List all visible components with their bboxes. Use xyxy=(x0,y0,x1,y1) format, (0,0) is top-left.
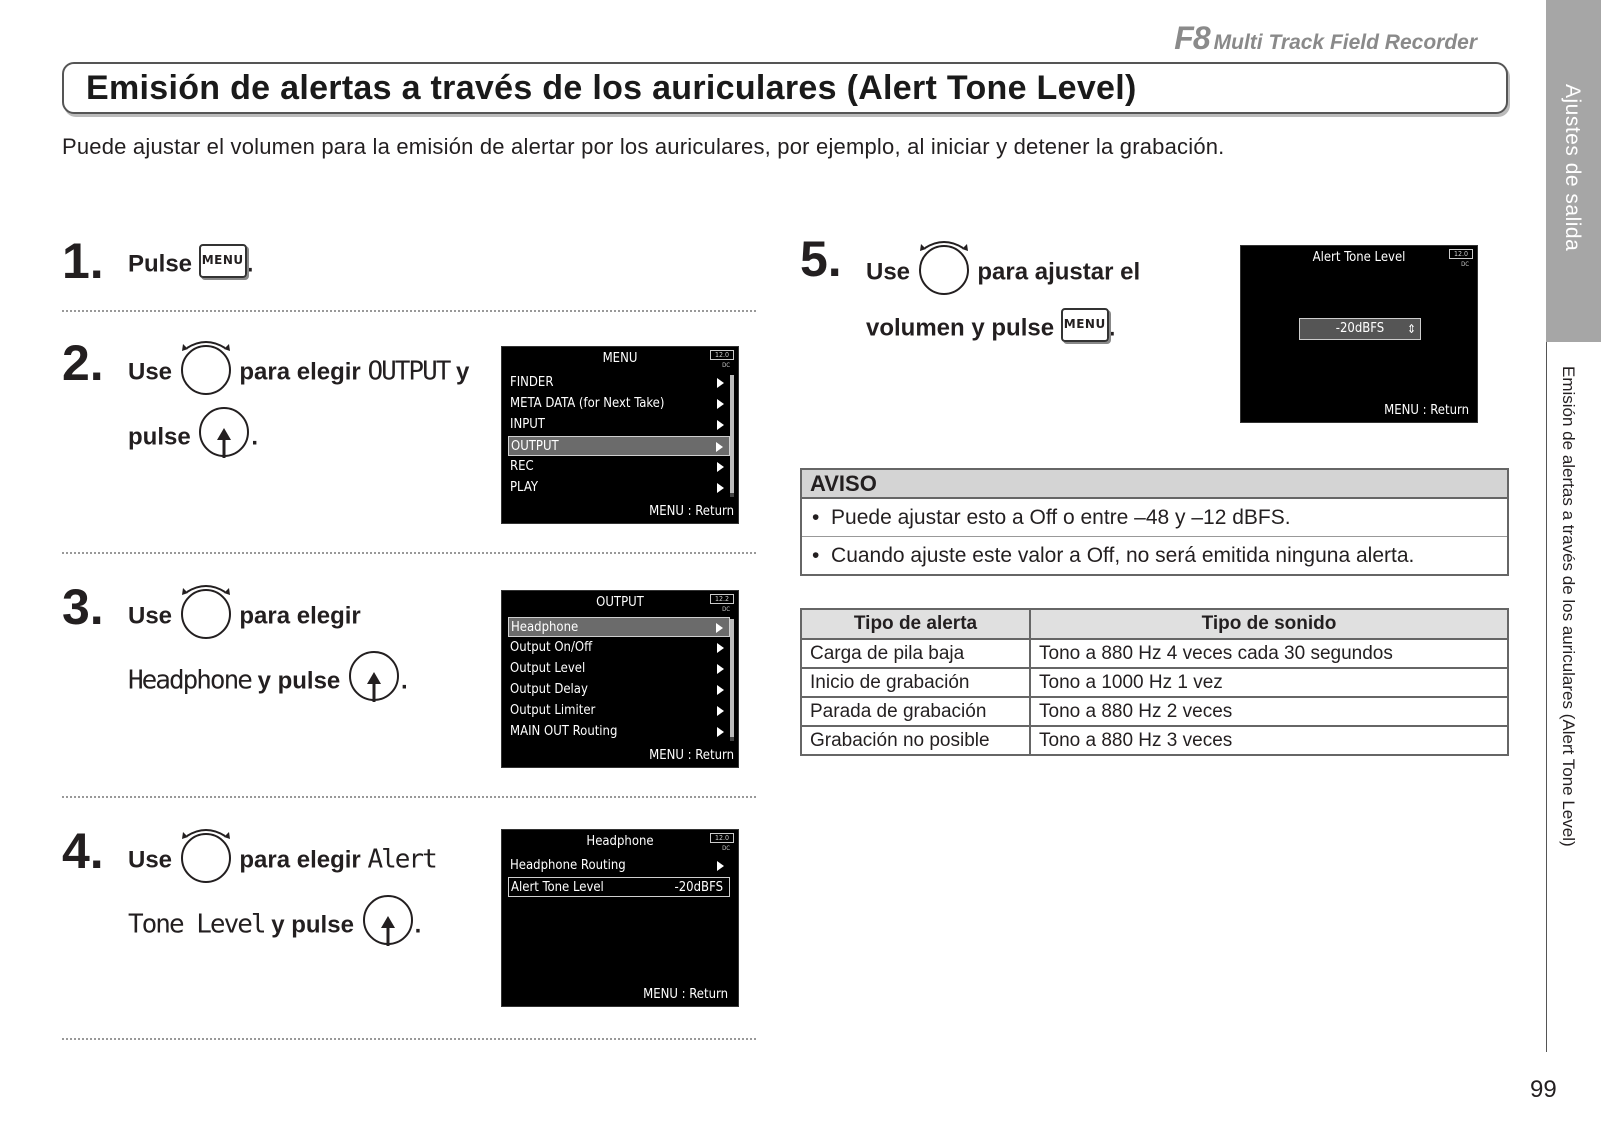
menu-item-label: OUTPUT xyxy=(511,439,559,454)
battery-icon: 12.0 xyxy=(710,350,734,360)
headphone-item-label: Alert Tone Level xyxy=(511,880,604,895)
step-4-target-part-1: Alert xyxy=(367,844,436,875)
table-cell: Parada de grabación xyxy=(801,697,1030,726)
headphone-screen xyxy=(501,829,739,1007)
output-item-routing[interactable] xyxy=(508,722,730,742)
chevron-right-icon xyxy=(716,442,723,452)
step-4-line-2 xyxy=(128,896,421,956)
step-3-target: Headphone xyxy=(128,665,251,696)
alert-screen-title: Alert Tone Level xyxy=(1312,250,1406,265)
output-item-label: MAIN OUT Routing xyxy=(510,724,618,739)
output-screen xyxy=(501,590,739,768)
intro-text: Puede ajustar el volumen para la emisión de alertar por los auriculares, por ejemplo, al iniciar y detener la grabación. xyxy=(62,134,1225,159)
step-4-number: 4. xyxy=(62,823,104,879)
chevron-right-icon xyxy=(717,483,724,493)
step-2-line-1 xyxy=(128,342,469,404)
dial-press-icon xyxy=(197,402,251,462)
section-tab-label: Ajustes de salida xyxy=(1561,84,1584,252)
chevron-right-icon xyxy=(717,378,724,388)
battery-icon: 12.0 xyxy=(1449,249,1473,259)
table-cell: Tono a 1000 Hz 1 vez xyxy=(1030,668,1508,697)
battery-icon: 12.0 xyxy=(710,833,734,843)
scrollbar-thumb[interactable] xyxy=(730,619,734,737)
table-cell: Inicio de grabación xyxy=(801,668,1030,697)
chevron-right-icon xyxy=(717,399,724,409)
menu-key-icon: MENU xyxy=(199,244,247,278)
table-cell: Grabación no posible xyxy=(801,726,1030,755)
chevron-right-icon xyxy=(716,623,723,633)
headphone-screen-title: Headphone xyxy=(586,834,654,849)
step-5-line-1 xyxy=(866,242,1140,304)
chevron-right-icon xyxy=(717,727,724,737)
rotary-dial-icon xyxy=(179,822,233,884)
alert-value: -20dBFS xyxy=(1335,321,1385,336)
output-screen-title: OUTPUT xyxy=(596,595,644,610)
step-1-verb: Pulse xyxy=(128,250,193,278)
step-2-conj: y xyxy=(456,358,470,386)
side-topic-label: Emisión de alertas a través de los auriculares (Alert Tone Level) xyxy=(1559,366,1578,847)
output-item-level[interactable] xyxy=(508,659,730,679)
table-row xyxy=(801,639,1508,668)
step-4-target-part-2: Tone Level xyxy=(128,909,265,940)
output-item-label: Headphone xyxy=(511,620,579,635)
menu-screen-footer: MENU : Return xyxy=(649,504,734,519)
scrollbar[interactable] xyxy=(730,619,734,741)
dc-indicator: DC xyxy=(1461,261,1469,268)
column-header-sound-type: Tipo de sonido xyxy=(1030,609,1508,639)
chevron-right-icon xyxy=(717,706,724,716)
alert-level-screen xyxy=(1240,245,1478,423)
step-3-action: para elegir xyxy=(239,602,361,630)
menu-item-label: FINDER xyxy=(510,375,554,390)
chevron-right-icon xyxy=(717,685,724,695)
title-box xyxy=(62,62,1508,114)
output-item-label: Output On/Off xyxy=(510,640,593,655)
step-5-pulse: volumen y pulse xyxy=(866,314,1055,342)
step-2-period: . xyxy=(251,423,259,451)
menu-item-label: META DATA (for Next Take) xyxy=(510,396,665,411)
alert-screen-footer: MENU : Return xyxy=(1384,403,1469,418)
output-item-headphone[interactable] xyxy=(508,617,730,637)
scrollbar-thumb[interactable] xyxy=(730,375,734,493)
table-row xyxy=(801,668,1508,697)
scrollbar[interactable] xyxy=(730,375,734,497)
step-4-verb: Use xyxy=(128,846,173,874)
chevron-right-icon xyxy=(717,462,724,472)
rotary-dial-icon xyxy=(179,578,233,640)
table-cell: Tono a 880 Hz 3 veces xyxy=(1030,726,1508,755)
step-2-action: para elegir xyxy=(239,358,361,386)
step-divider xyxy=(62,310,756,312)
chevron-right-icon xyxy=(717,643,724,653)
step-3-line-2 xyxy=(128,652,408,712)
step-3-number: 3. xyxy=(62,579,104,635)
aviso-item: • Puede ajustar esto a Off o entre –48 y –12 dBFS. xyxy=(812,506,1291,529)
menu-item-label: PLAY xyxy=(510,480,538,495)
step-4-action: para elegir xyxy=(239,846,361,874)
aviso-box xyxy=(800,468,1509,576)
step-4-period: . xyxy=(414,911,422,939)
menu-screen xyxy=(501,346,739,524)
dc-indicator: DC xyxy=(722,606,730,613)
step-divider xyxy=(62,796,756,798)
step-divider xyxy=(62,552,756,554)
table-cell: Carga de pila baja xyxy=(801,639,1030,668)
step-1-text xyxy=(128,248,253,282)
model-name: F8 xyxy=(1174,20,1210,56)
battery-icon: 12.2 xyxy=(710,594,734,604)
step-2-verb: Use xyxy=(128,358,173,386)
output-screen-footer: MENU : Return xyxy=(649,748,734,763)
step-3-period: . xyxy=(400,667,408,695)
menu-item-metadata[interactable] xyxy=(508,394,730,414)
aviso-title: AVISO xyxy=(802,470,1507,499)
output-item-label: Output Delay xyxy=(510,682,588,697)
step-4-line-1 xyxy=(128,830,436,892)
rotary-dial-icon xyxy=(917,234,971,296)
alert-sound-table xyxy=(800,608,1509,756)
table-header-row xyxy=(801,609,1508,639)
aviso-item-text: Puede ajustar esto a Off o entre –48 y –12 dBFS. xyxy=(831,506,1291,529)
step-3-pulse: y pulse xyxy=(257,667,341,695)
step-3-verb: Use xyxy=(128,602,173,630)
dial-press-icon xyxy=(361,890,415,950)
step-3-line-1 xyxy=(128,586,361,648)
step-2-number: 2. xyxy=(62,335,104,391)
table-row xyxy=(801,697,1508,726)
menu-item-finder[interactable] xyxy=(508,373,730,393)
column-header-alert-type: Tipo de alerta xyxy=(801,609,1030,639)
step-2-target: OUTPUT xyxy=(367,356,450,387)
headphone-screen-footer: MENU : Return xyxy=(643,987,728,1002)
menu-screen-title: MENU xyxy=(602,351,638,366)
output-item-label: Output Limiter xyxy=(510,703,596,718)
step-5-verb: Use xyxy=(866,258,911,286)
chevron-right-icon xyxy=(717,861,724,871)
output-item-delay[interactable] xyxy=(508,680,730,700)
step-4-pulse: y pulse xyxy=(271,911,354,939)
menu-item-play[interactable] xyxy=(508,478,730,498)
model-description: Multi Track Field Recorder xyxy=(1213,31,1477,54)
output-item-limiter[interactable] xyxy=(508,701,730,721)
page-header xyxy=(1174,20,1477,57)
rotary-dial-icon xyxy=(179,334,233,396)
dc-indicator: DC xyxy=(722,845,730,852)
menu-item-input[interactable] xyxy=(508,415,730,435)
step-5-number: 5. xyxy=(800,231,842,287)
menu-item-output[interactable] xyxy=(508,436,730,456)
dc-indicator: DC xyxy=(722,362,730,369)
table-row xyxy=(801,726,1508,755)
chevron-right-icon xyxy=(717,420,724,430)
dial-press-icon xyxy=(347,646,401,706)
table-cell: Tono a 880 Hz 4 veces cada 30 segundos xyxy=(1030,639,1508,668)
step-2-pulse: pulse xyxy=(128,423,191,451)
step-1-number: 1. xyxy=(62,233,104,289)
headphone-item-routing[interactable] xyxy=(508,856,730,876)
menu-item-rec[interactable] xyxy=(508,457,730,477)
step-1-period: . xyxy=(246,250,254,278)
page-number: 99 xyxy=(1530,1076,1557,1103)
aviso-item-text: Cuando ajuste este valor a Off, no será emitida ninguna alerta. xyxy=(831,544,1415,567)
alert-value-selector[interactable] xyxy=(1299,318,1421,340)
output-item-onoff[interactable] xyxy=(508,638,730,658)
aviso-item: • Cuando ajuste este valor a Off, no será emitida ninguna alerta. xyxy=(802,536,1507,574)
output-item-label: Output Level xyxy=(510,661,586,676)
headphone-item-alert-tone[interactable] xyxy=(508,877,730,897)
page-title: Emisión de alertas a través de los auriculares (Alert Tone Level) xyxy=(86,69,1137,107)
step-5-line-2 xyxy=(866,312,1115,346)
side-divider xyxy=(1546,342,1547,1052)
step-5-period: . xyxy=(1108,314,1116,342)
menu-item-label: INPUT xyxy=(510,417,545,432)
menu-item-label: REC xyxy=(510,459,534,474)
up-down-arrows-icon: ⇕ xyxy=(1406,322,1416,336)
headphone-item-label: Headphone Routing xyxy=(510,858,626,873)
table-cell: Tono a 880 Hz 2 veces xyxy=(1030,697,1508,726)
alert-tone-value: -20dBFS xyxy=(674,880,723,895)
chevron-right-icon xyxy=(717,664,724,674)
step-5-action: para ajustar el xyxy=(977,258,1141,286)
step-divider xyxy=(62,1038,756,1040)
menu-key-icon: MENU xyxy=(1061,308,1109,342)
step-2-line-2 xyxy=(128,408,258,468)
